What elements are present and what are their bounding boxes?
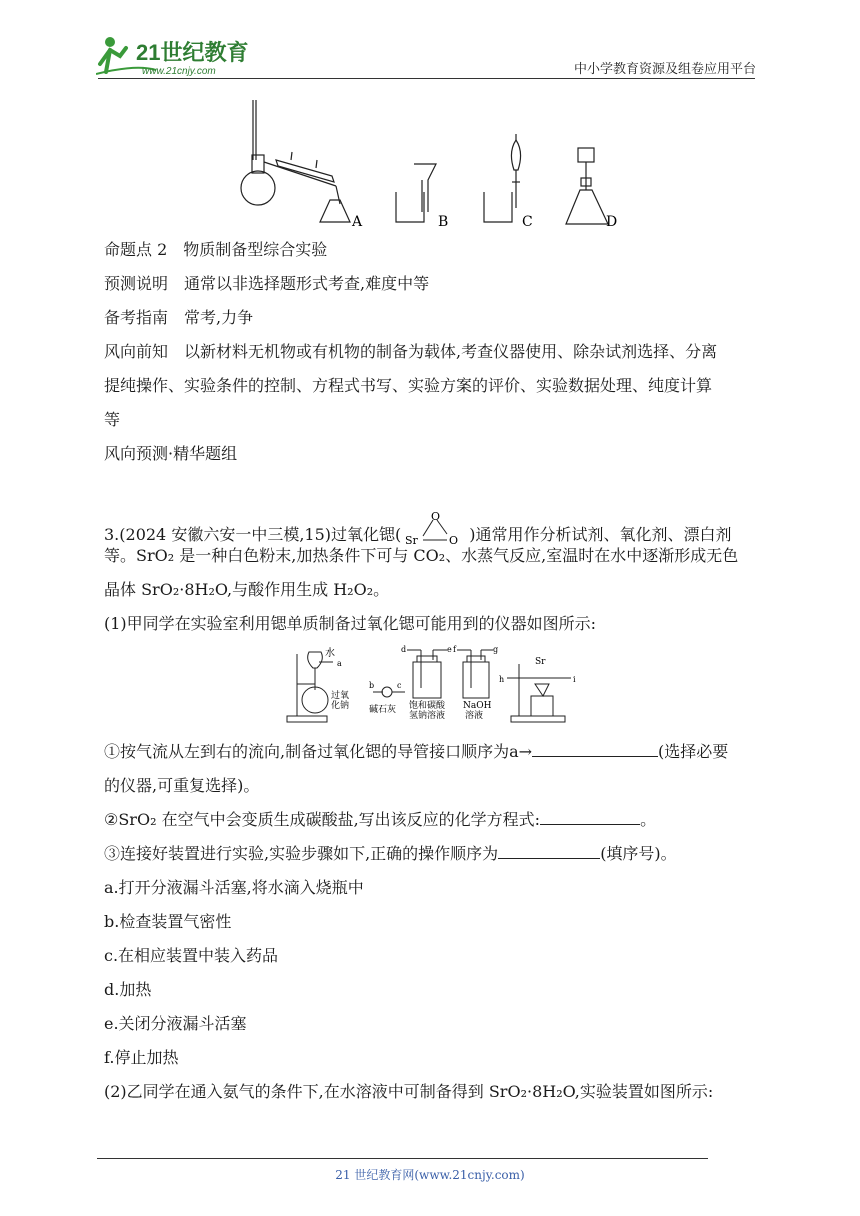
logo	[96, 34, 256, 78]
footer-divider	[97, 1158, 708, 1159]
port-b: b	[369, 681, 375, 690]
struct-sr: Sr	[405, 534, 419, 547]
step3-text: ③连接好装置进行实验,实验步骤如下,正确的操作顺序为	[104, 844, 499, 863]
label-sr: Sr	[535, 657, 546, 667]
apparatus-figure-abcd	[236, 100, 636, 230]
option-d: d.加热	[104, 980, 152, 999]
question3-intro-b: )通常用作分析试剂、氧化剂、漂白剂	[469, 525, 732, 544]
label-naoh-2: 溶液	[465, 711, 484, 721]
label-d: D	[606, 214, 618, 230]
step3-tail: (填序号)。	[600, 844, 677, 863]
step3-answer-blank[interactable]	[498, 842, 600, 859]
label-soda-lime: 碱石灰	[369, 705, 397, 715]
label-nahco3-1: 饱和碳酸	[409, 701, 446, 711]
port-d: d	[401, 645, 407, 654]
question3-part1: (1)甲同学在实验室利用锶单质制备过氧化锶可能用到的仪器如图所示:	[104, 614, 597, 633]
step1-tail: (选择必要	[658, 742, 729, 761]
logo-text: 21世纪教育	[136, 40, 249, 65]
group-heading: 风向预测·精华题组	[104, 444, 238, 463]
question3-part2: (2)乙同学在通入氨气的条件下,在水溶液中可制备得到 SrO₂·8H₂O,实验装置如图所示:	[104, 1082, 714, 1101]
header-divider	[98, 78, 755, 79]
option-b: b.检查装置气密性	[104, 912, 232, 931]
port-c: c	[397, 681, 402, 690]
trend-line-3: 等	[104, 410, 121, 429]
label-c: C	[522, 214, 533, 230]
port-f: f	[453, 645, 456, 654]
label-naoh-1: NaOH	[463, 701, 492, 711]
option-a: a.打开分液漏斗活塞,将水滴入烧瓶中	[104, 878, 364, 897]
logo-url: www.21cnjy.com	[142, 66, 216, 77]
step2-text: ②SrO₂ 在空气中会变质生成碳酸盐,写出该反应的化学方程式:	[104, 810, 541, 829]
prediction-note: 预测说明 通常以非选择题形式考查,难度中等	[104, 274, 430, 293]
step1	[104, 740, 728, 764]
question3-intro-a: 3.(2024 安徽六安一中三模,15)过氧化锶(	[104, 525, 402, 544]
question3-line2: 等。SrO₂ 是一种白色粉末,加热条件下可与 CO₂、水蒸气反应,室温时在水中逐渐形成无色	[104, 546, 739, 565]
port-i: i	[573, 675, 576, 684]
port-g: g	[493, 645, 499, 654]
prep-guide: 备考指南 常考,力争	[104, 308, 254, 327]
port-a: a	[337, 659, 342, 668]
step1-line2: 的仪器,可重复选择)。	[104, 776, 260, 795]
step2-answer-blank[interactable]	[540, 808, 640, 825]
label-nahco3-2: 氢钠溶液	[409, 711, 446, 721]
label-na2o2-1: 过氧	[331, 691, 350, 701]
trend-line-1: 风向前知 以新材料无机物或有机物的制备为载体,考查仪器使用、除杂试剂选择、分离	[104, 342, 718, 361]
struct-o-top: O	[431, 510, 441, 523]
port-e: e	[447, 645, 452, 654]
label-a: A	[352, 214, 363, 230]
question3-line3: 晶体 SrO₂·8H₂O,与酸作用生成 H₂O₂。	[104, 580, 390, 599]
step1-answer-blank[interactable]	[532, 740, 658, 757]
step2-tail: 。	[640, 810, 657, 829]
platform-title: 中小学教育资源及组卷应用平台	[573, 62, 756, 77]
step2	[104, 808, 656, 832]
label-b: B	[438, 214, 449, 230]
label-water: 水	[325, 648, 335, 659]
section-title: 命题点 2 物质制备型综合实验	[104, 240, 328, 259]
struct-o-right: O	[449, 534, 459, 547]
option-c: c.在相应装置中装入药品	[104, 946, 279, 965]
apparatus-figure-sr-prep	[285, 644, 585, 726]
step3	[104, 842, 677, 866]
step1-text: ①按气流从左到右的流向,制备过氧化锶的导管接口顺序为a→	[104, 742, 533, 761]
trend-line-2: 提纯操作、实验条件的控制、方程式书写、实验方案的评价、实验数据处理、纯度计算	[104, 376, 713, 395]
option-f: f.停止加热	[104, 1048, 179, 1067]
label-na2o2-2: 化钠	[331, 701, 350, 711]
option-e: e.关闭分液漏斗活塞	[104, 1014, 247, 1033]
footer-text[interactable]: 21 世纪教育网(www.21cnjy.com)	[335, 1168, 525, 1182]
port-h: h	[499, 675, 505, 684]
